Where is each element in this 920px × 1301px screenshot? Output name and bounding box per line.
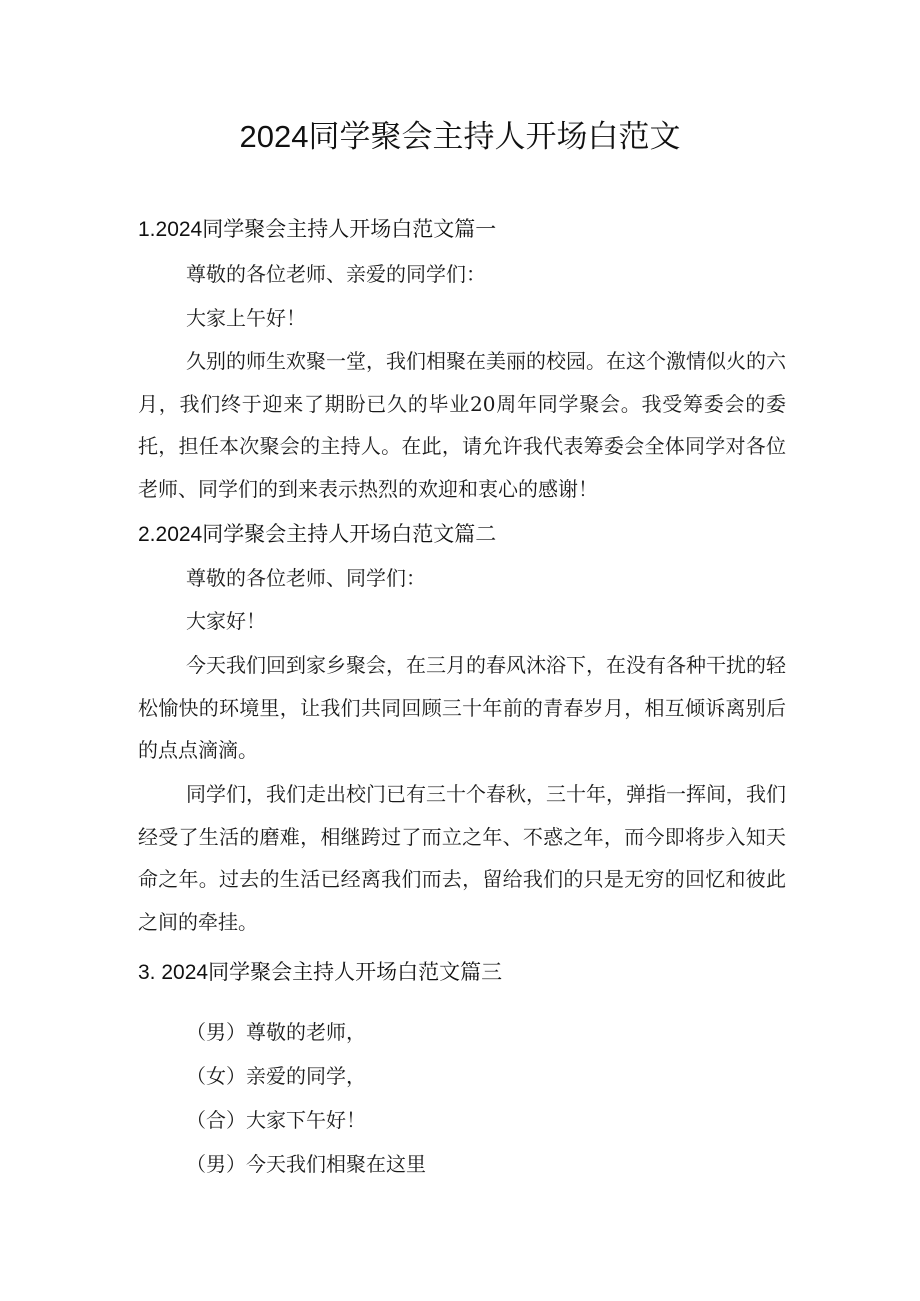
section-1-greeting: 尊敬的各位老师、亲爱的同学们： [186,262,486,286]
section-2-heading: 2.2024同学聚会主持人开场白范文篇二 [138,523,497,546]
section-3-heading: 3. 2024同学聚会主持人开场白范文篇三 [138,961,503,984]
section-2-paragraph-2: 同学们，我们走出校门已有三十个春秋，三十年，弹指一挥间，我们经受了生活的磨难，相继跨过了而立之年、不惑之年，而今即将步入知天命之年。过去的生活已经离我们而去，留给我们的只是无穷的回忆和彼此之间的牵挂。 [138,782,786,934]
section-1-salutation: 大家上午好！ [186,306,306,330]
section-2-greeting: 尊敬的各位老师、同学们： [186,566,426,590]
section-2-salutation: 大家好！ [186,609,266,633]
section-3-line-4: （男）今天我们相聚在这里 [186,1152,426,1176]
section-1-paragraph-1: 久别的师生欢聚一堂，我们相聚在美丽的校园。在这个激情似火的六月，我们终于迎来了期盼已久的毕业20周年同学聚会。我受筹委会的委托，担任本次聚会的主持人。在此，请允许我代表筹委会全体同学对各位老师、同学们的到来表示热烈的欢迎和衷心的感谢！ [138,349,786,501]
section-1-heading: 1.2024同学聚会主持人开场白范文篇一 [138,218,497,241]
section-2-paragraph-1: 今天我们回到家乡聚会，在三月的春风沐浴下，在没有各种干扰的轻松愉快的环境里，让我们共同回顾三十年前的青春岁月，相互倾诉离别后的点点滴滴。 [138,653,786,762]
section-3-line-1: （男）尊敬的老师， [186,1020,366,1044]
document-title: 2024同学聚会主持人开场白范文 [239,119,681,154]
section-3-line-2: （女）亲爱的同学， [186,1064,366,1088]
section-3-line-3: （合）大家下午好！ [186,1108,366,1132]
